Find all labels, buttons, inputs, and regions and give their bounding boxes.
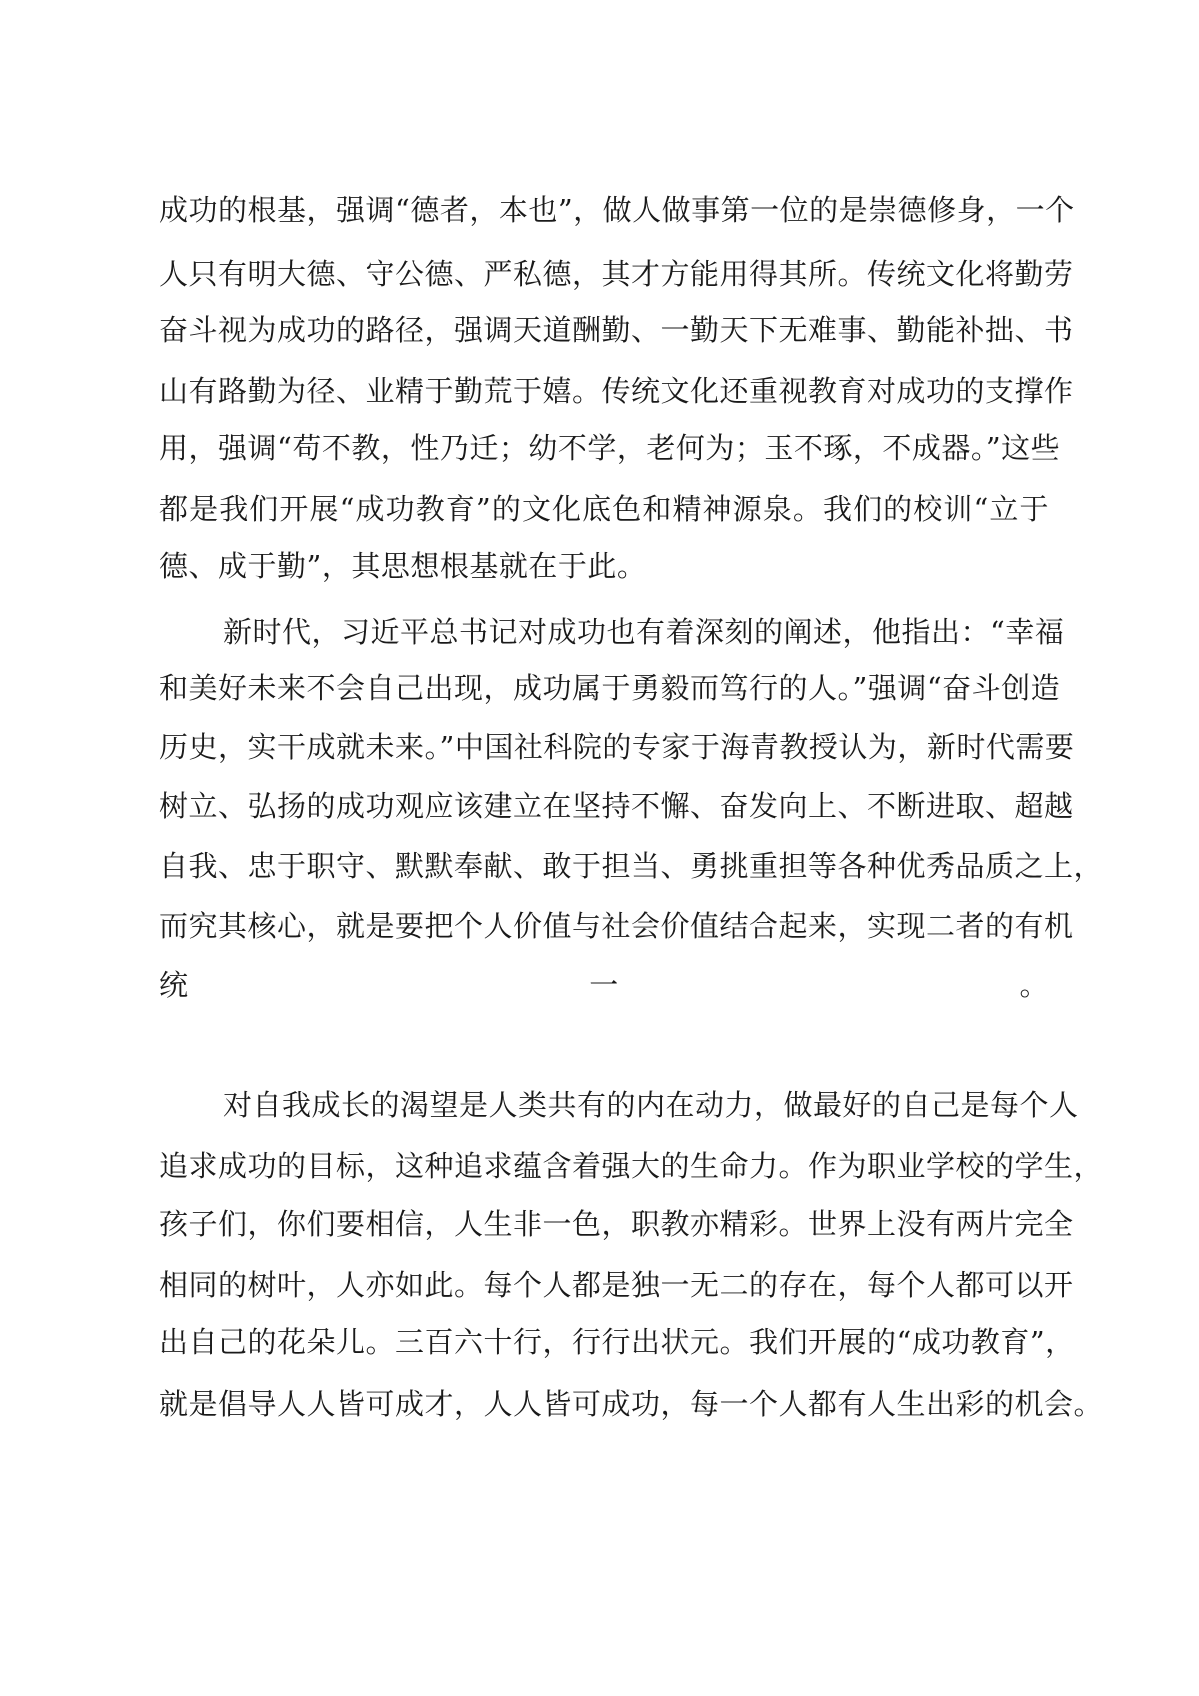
paragraph-1-line-1: 成功的根基，强调“德者，本也”，做人做事第一位的是崇德修身，一个 (159, 193, 1075, 227)
paragraph-1-line-4: 山有路勤为径、业精于勤荒于嬉。传统文化还重视教育对成功的支撑作 (159, 374, 1074, 408)
paragraph-1-line-3: 奋斗视为成功的路径，强调天道酬勤、一勤天下无难事、勤能补拙、书 (159, 313, 1074, 347)
paragraph-2-line-5: 自我、忠于职守、默默奉献、敢于担当、勇挑重担等各种优秀品质之上， (159, 849, 1104, 883)
paragraph-3-line-5: 出自己的花朵儿。三百六十行，行行出状元。我们开展的“成功教育”， (159, 1325, 1075, 1359)
paragraph-3-line-4: 相同的树叶，人亦如此。每个人都是独一无二的存在，每个人都可以开 (159, 1268, 1074, 1302)
paragraph-3-line-6: 就是倡导人人皆可成才，人人皆可成功，每一个人都有人生出彩的机会。 (159, 1387, 1104, 1421)
paragraph-1-line-7: 德、成于勤”，其思想根基就在于此。 (159, 549, 647, 583)
paragraph-2-line-6: 而究其核心，就是要把个人价值与社会价值结合起来，实现二者的有机 (159, 909, 1074, 943)
paragraph-1-line-5: 用，强调“苟不教，性乃迁；幼不学，老何为；玉不琢，不成器。”这些 (159, 431, 1061, 465)
paragraph-3-line-3: 孩子们，你们要相信，人生非一色，职教亦精彩。世界上没有两片完全 (159, 1207, 1074, 1241)
paragraph-2-line-2: 和美好未来不会自己出现，成功属于勇毅而笃行的人。”强调“奋斗创造 (159, 671, 1061, 705)
paragraph-2-line-1: 新时代，习近平总书记对成功也有着深刻的阐述，他指出：“幸福 (223, 615, 1065, 649)
paragraph-1-line-6: 都是我们开展“成功教育”的文化底色和精神源泉。我们的校训“立于 (159, 492, 1049, 526)
paragraph-3-line-2: 追求成功的目标，这种追求蕴含着强大的生命力。作为职业学校的学生， (159, 1149, 1104, 1183)
paragraph-2-line-3: 历史，实干成就未来。”中国社科院的专家于海青教授认为，新时代需要 (159, 730, 1075, 764)
paragraph-2-line-4: 树立、弘扬的成功观应该建立在坚持不懈、奋发向上、不断进取、超越 (159, 789, 1074, 823)
paragraph-2-line-7: 统一。 (159, 968, 1049, 1002)
paragraph-3-line-1: 对自我成长的渴望是人类共有的内在动力，做最好的自己是每个人 (223, 1088, 1079, 1122)
paragraph-1-line-2: 人只有明大德、守公德、严私德，其才方能用得其所。传统文化将勤劳 (159, 257, 1074, 291)
